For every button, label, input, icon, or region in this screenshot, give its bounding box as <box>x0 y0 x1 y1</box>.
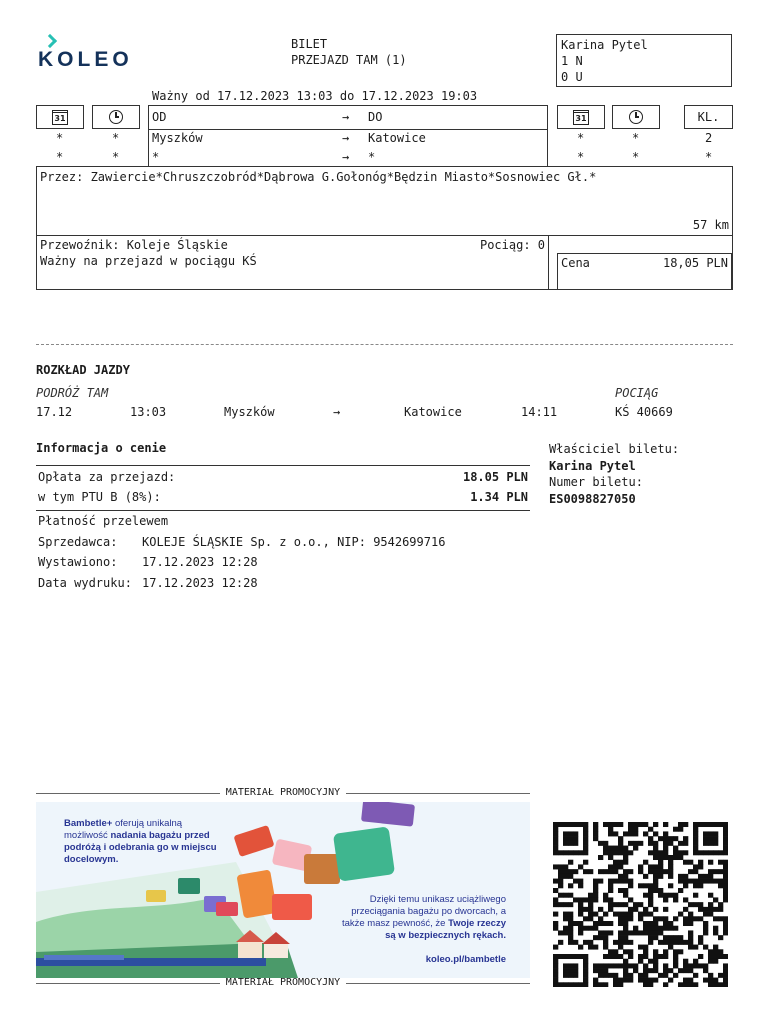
arrow-right-icon: → <box>342 131 350 145</box>
calendar-icon: 31 <box>52 110 68 125</box>
class-value-2: * <box>705 150 713 164</box>
via-text: Przez: Zawiercie*Chruszczobród*Dąbrowa G.Gołonóg*Będzin Miasto*Sosnowiec Gł.* <box>40 170 597 184</box>
ticket-title-line1: BILET <box>291 37 328 51</box>
owner-label: Właściciel biletu: <box>549 442 680 456</box>
departure-date-header <box>36 105 84 129</box>
promo-label-text: MATERIAŁ PROMOCYJNY <box>225 787 341 798</box>
payment-method: Płatność przelewem <box>38 514 169 528</box>
passenger-name: Karina Pytel <box>561 38 648 52</box>
seller-value: KOLEJE ŚLĄSKIE Sp. z o.o., NIP: 9542699716 <box>142 535 446 549</box>
clock-icon <box>629 110 643 124</box>
promo-banner[interactable] <box>36 802 530 978</box>
to-station: Katowice <box>368 131 426 145</box>
class-header <box>684 105 733 129</box>
promo-left-text <box>64 818 224 866</box>
arrival-date-header <box>557 105 605 129</box>
promo-right-a: Dzięki temu unikasz uciążliwego przeciągania bagażu po dworcach, a także masz pewność, że <box>341 894 506 929</box>
route-box <box>148 105 548 167</box>
dep-date-value: * <box>56 131 64 145</box>
koleo-logo <box>38 36 148 72</box>
divider <box>36 465 530 466</box>
promo-label-top <box>36 787 530 801</box>
schedule-head-trip: PODRÓŻ TAM <box>36 386 109 400</box>
schedule-train: KŚ 40669 <box>615 405 673 419</box>
class-label: KL. <box>697 110 720 124</box>
to-label: DO <box>368 110 383 124</box>
divider <box>36 510 530 511</box>
qr-code <box>553 822 728 987</box>
arrival-time-header <box>612 105 660 129</box>
distance: 57 km <box>692 218 729 232</box>
price-box <box>557 253 732 290</box>
class-value: 2 <box>705 131 713 145</box>
promo-label-text: MATERIAŁ PROMOCYJNY <box>225 977 341 988</box>
fare-label: Opłata za przejazd: <box>38 470 176 484</box>
owner-block <box>549 441 679 507</box>
passenger-line3: 0 U <box>561 70 583 84</box>
promo-left-b: oferują unikalną możliwość <box>64 818 183 841</box>
vat-value: 1.34 PLN <box>470 490 528 504</box>
ticket-title-line2: PRZEJAZD TAM (1) <box>291 53 407 67</box>
printed-value: 17.12.2023 12:28 <box>142 576 258 590</box>
schedule-to: Katowice <box>404 405 462 419</box>
passenger-box <box>556 34 732 87</box>
schedule-date: 17.12 <box>36 405 73 419</box>
via-box <box>36 166 733 236</box>
issued-label: Wystawiono: <box>38 555 118 569</box>
price-label: Cena <box>561 256 590 270</box>
calendar-icon: 31 <box>573 110 589 125</box>
promo-link[interactable]: koleo.pl/bambetle <box>425 954 506 965</box>
dep-time-value: * <box>112 131 120 145</box>
promo-left-c: nadania bagażu przed podróżą i odebrania go w miejscu docelowym. <box>64 830 217 865</box>
arrow-right-icon: → <box>333 405 341 419</box>
from-station-2: * <box>152 150 160 164</box>
promo-label-bottom <box>36 977 530 991</box>
issued-value: 17.12.2023 12:28 <box>142 555 258 569</box>
promo-right-b: Twoje rzeczy są w bezpiecznych rękach. <box>385 918 506 941</box>
arrow-right-icon: → <box>342 150 350 164</box>
dotted-divider <box>36 344 733 345</box>
arr-date-value: * <box>577 131 585 145</box>
vat-label: w tym PTU B (8%): <box>38 490 161 504</box>
schedule-title: ROZKŁAD JAZDY <box>36 363 130 377</box>
schedule-arr-time: 14:11 <box>521 405 558 419</box>
arr-time-value-2: * <box>632 150 640 164</box>
owner-name: Karina Pytel <box>549 458 636 473</box>
brand-name: KOLEO <box>38 48 133 71</box>
arr-date-value-2: * <box>577 150 585 164</box>
promo-right-text <box>336 894 506 942</box>
from-station: Myszków <box>152 131 203 145</box>
to-station-2: * <box>368 150 376 164</box>
ticket-title <box>291 36 407 68</box>
valid-train-note: Ważny na przejazd w pociągu KŚ <box>40 254 257 268</box>
carrier-box <box>36 235 549 290</box>
passenger-line2: 1 N <box>561 54 583 68</box>
chevron-right-icon <box>43 34 57 48</box>
seller-label: Sprzedawca: <box>38 535 118 549</box>
fare-value: 18.05 PLN <box>462 470 528 484</box>
arr-time-value: * <box>632 131 640 145</box>
dep-date-value-2: * <box>56 150 64 164</box>
clock-icon <box>109 110 123 124</box>
departure-time-header <box>92 105 140 129</box>
promo-brand: Bambetle+ <box>64 818 113 829</box>
validity-line: Ważny od 17.12.2023 13:03 do 17.12.2023 19:03 <box>152 89 478 103</box>
ticket-number: ES0098827050 <box>549 491 636 506</box>
price-value: 18,05 PLN <box>662 256 728 270</box>
train-number: Pociąg: 0 <box>479 238 545 252</box>
ticket-number-label: Numer biletu: <box>549 475 643 489</box>
price-info-title: Informacja o cenie <box>36 441 167 455</box>
schedule-head-train: POCIĄG <box>615 386 659 400</box>
arrow-right-icon: → <box>342 110 350 124</box>
carrier-label: Przewoźnik: Koleje Śląskie <box>40 238 228 252</box>
dep-time-value-2: * <box>112 150 120 164</box>
schedule-from: Myszków <box>224 405 275 419</box>
from-label: OD <box>152 110 167 124</box>
printed-label: Data wydruku: <box>38 576 132 590</box>
schedule-dep-time: 13:03 <box>130 405 167 419</box>
